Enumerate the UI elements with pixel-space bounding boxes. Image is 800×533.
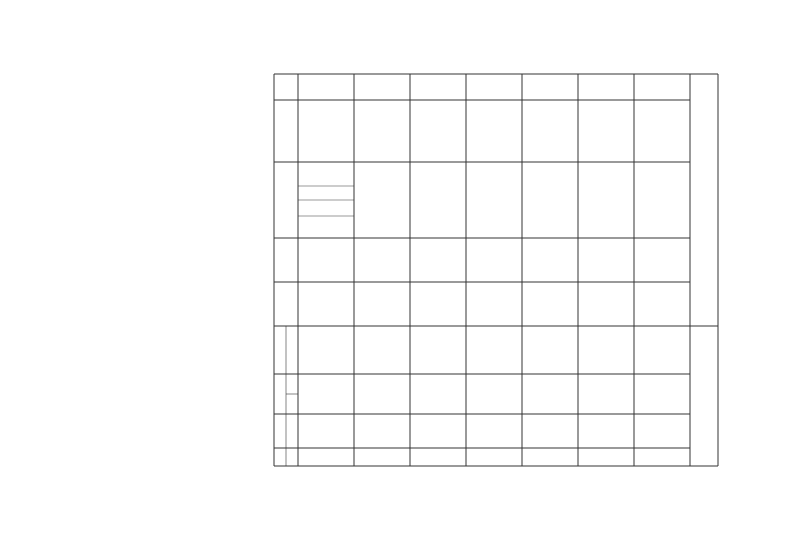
header-province [300, 187, 352, 199]
row-project [300, 240, 352, 280]
row-seq [300, 450, 352, 464]
header-seq [276, 450, 286, 464]
row-econ [300, 102, 352, 128]
header-project-name [276, 284, 296, 324]
row-out-name [300, 416, 352, 446]
row-subtotal [300, 217, 352, 237]
row-central [300, 201, 352, 215]
row-in-name [300, 328, 352, 372]
header-func-subject [276, 130, 296, 160]
row-out-code [300, 376, 352, 412]
header-out-code [287, 416, 297, 446]
header-project-content [276, 240, 296, 280]
row-func [300, 130, 352, 160]
header-in-name [287, 376, 297, 412]
header-in-code [287, 328, 297, 372]
header-out-name [287, 450, 297, 464]
row-in-code [300, 284, 352, 324]
header-remark [276, 76, 296, 98]
header-amount-group [276, 164, 296, 236]
header-city [300, 164, 352, 184]
